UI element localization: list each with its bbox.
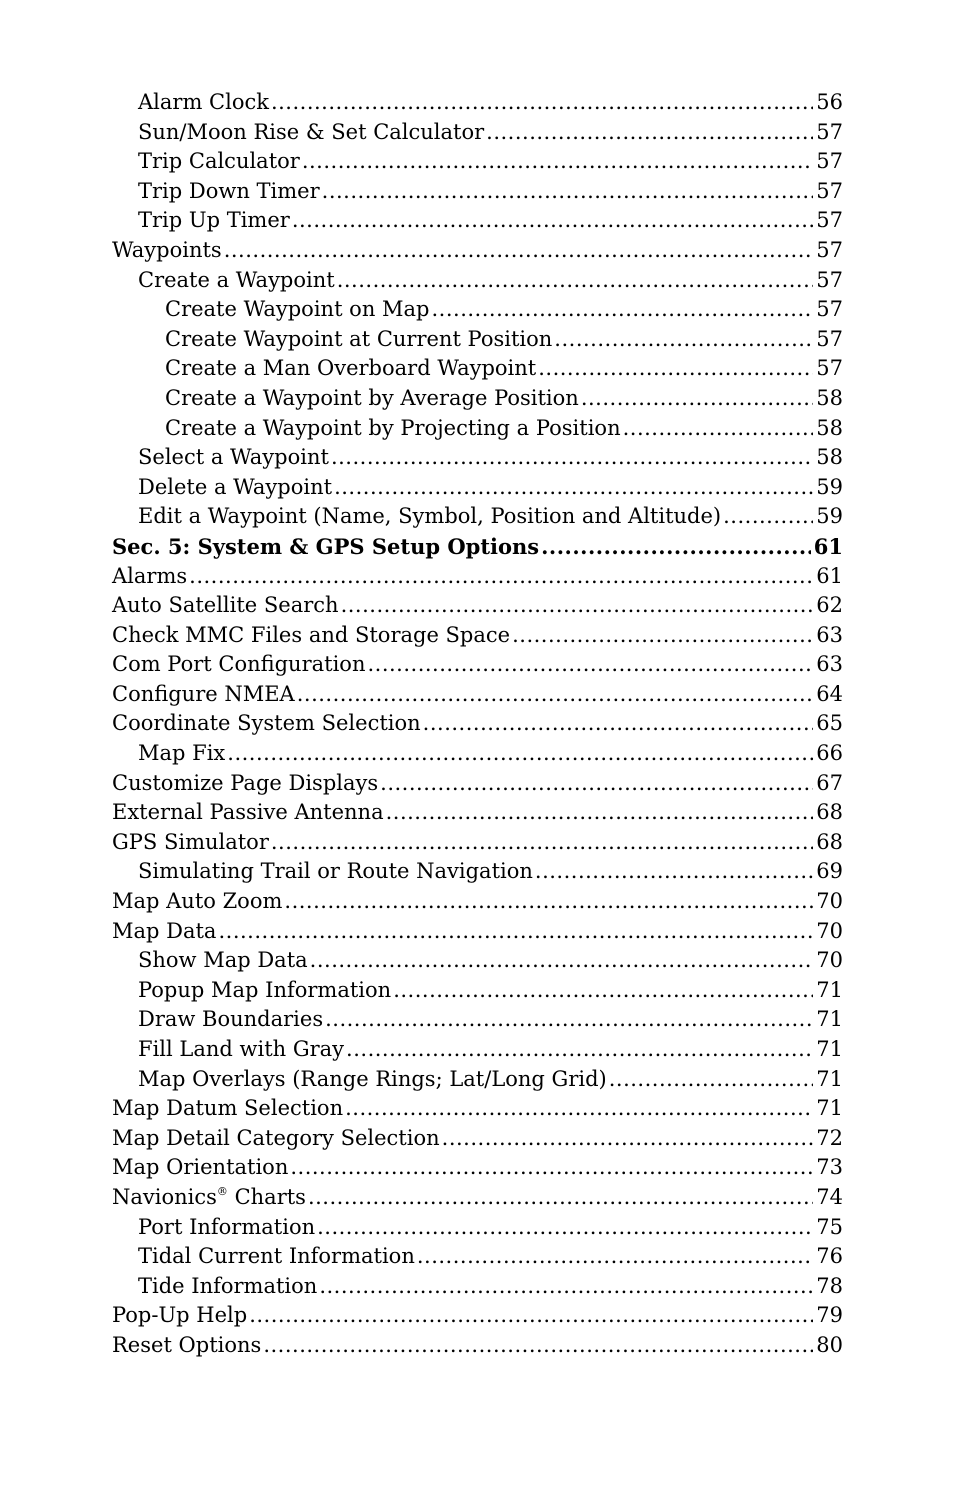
toc-entry-title	[165, 414, 621, 444]
toc-entry-title	[112, 621, 510, 651]
toc-entry[interactable]	[112, 147, 843, 177]
toc-entry-title-text: Fill Land with Gray	[138, 1037, 345, 1061]
toc-entry-title	[138, 1065, 607, 1095]
toc-page-number: 68	[816, 829, 843, 854]
toc-page-number: 71	[816, 1096, 843, 1121]
toc-entry-title-text: Draw Boundaries	[138, 1007, 324, 1032]
toc-entry[interactable]	[112, 88, 843, 118]
toc-entry-title	[138, 1213, 315, 1243]
toc-entry[interactable]	[112, 443, 843, 473]
toc-page-number: 58	[816, 445, 843, 470]
toc-entry-title-text: Edit a Waypoint (Name, Symbol, Position and Altitude)	[138, 504, 722, 529]
toc-entry-title-text: Map Fix	[138, 741, 226, 766]
toc-entry-title-text: Popup Map Information	[138, 977, 392, 1002]
toc-page-number: 63	[816, 652, 843, 677]
toc-entry[interactable]	[112, 1183, 843, 1213]
toc-entry-title-text: Customize Page Displays	[112, 770, 379, 795]
dot-leader	[380, 769, 813, 799]
dot-leader	[297, 680, 814, 710]
toc-entry-title	[138, 976, 391, 1006]
toc-entry-title	[112, 1153, 288, 1183]
dot-leader	[317, 1213, 813, 1243]
toc-entry-title-text: Tide Information	[138, 1273, 318, 1298]
toc-entry-title	[138, 502, 721, 532]
toc-entry-title-text: GPS Simulator	[112, 829, 269, 854]
dot-leader	[386, 798, 814, 828]
dot-leader	[271, 828, 813, 858]
dot-leader	[322, 177, 814, 207]
dot-leader	[334, 473, 813, 503]
toc-page-number: 58	[816, 415, 843, 440]
dot-leader	[417, 1242, 813, 1272]
toc-entry-title-text: Map Datum Selection	[112, 1096, 344, 1121]
toc-page-number: 57	[816, 297, 843, 322]
toc-entry[interactable]	[112, 621, 843, 651]
toc-entry[interactable]	[112, 354, 843, 384]
toc-entry-title-text: Pop-Up Help	[112, 1303, 248, 1328]
toc-entry-title	[112, 887, 282, 917]
dot-leader	[535, 857, 813, 887]
toc-entry[interactable]	[112, 680, 843, 710]
toc-entry-title	[112, 562, 187, 592]
dot-leader	[346, 1035, 813, 1065]
toc-page-number: 67	[816, 770, 843, 795]
toc-entry[interactable]	[112, 1094, 843, 1124]
toc-page-number: 56	[816, 90, 843, 114]
toc-entry[interactable]	[112, 1035, 843, 1065]
toc-entry-title-text: Alarms	[112, 563, 188, 588]
toc-entry[interactable]	[112, 1331, 843, 1361]
toc-entry-title	[138, 266, 335, 296]
toc-entry[interactable]	[112, 976, 843, 1006]
toc-entry-title-text: External Passive Antenna	[112, 800, 384, 825]
toc-entry[interactable]	[112, 1124, 843, 1154]
toc-page-number: 79	[816, 1303, 843, 1328]
toc-entry-title-text: Map Orientation	[112, 1155, 289, 1180]
dot-leader	[310, 946, 814, 976]
toc-page-number: 80	[816, 1332, 843, 1357]
toc-entry-title	[165, 384, 579, 414]
dot-leader	[367, 650, 813, 680]
toc-entry[interactable]	[112, 946, 843, 976]
toc-entry[interactable]	[112, 1242, 843, 1272]
dot-leader	[290, 1153, 813, 1183]
toc-entry-title	[138, 1035, 344, 1065]
toc-entry-title	[112, 1124, 440, 1154]
dot-leader	[224, 236, 814, 266]
toc-entry-title	[138, 473, 332, 503]
toc-page-number: 57	[816, 326, 843, 351]
dot-leader	[538, 354, 813, 384]
toc-entry-title	[138, 206, 290, 236]
toc-page-number: 57	[816, 267, 843, 292]
toc-entry-title-text: Trip Up Timer	[138, 208, 290, 233]
toc-entry-title-text: Charts	[227, 1184, 306, 1209]
toc-page-number: 64	[816, 681, 843, 706]
toc-page-number: 68	[816, 800, 843, 825]
dot-leader	[581, 384, 813, 414]
toc-entry-title-text: Simulating Trail or Route Navigation	[138, 859, 533, 884]
toc-page-number: 76	[816, 1244, 843, 1269]
toc-page-number: 61	[816, 563, 843, 588]
toc-entry-title	[112, 709, 421, 739]
toc-entry[interactable]	[112, 1301, 843, 1331]
toc-page-number: 65	[816, 711, 843, 736]
toc-entry-title	[138, 1242, 415, 1272]
toc-entry[interactable]	[112, 917, 843, 947]
toc-entry[interactable]	[112, 591, 843, 621]
toc-entry-title	[138, 118, 484, 148]
dot-leader	[623, 414, 814, 444]
toc-entry-title-text: Reset Options	[112, 1332, 262, 1357]
toc-entry-title	[112, 591, 339, 621]
toc-entry-title-text: Create a Waypoint by Average Position	[165, 385, 579, 410]
dot-leader	[512, 621, 813, 651]
toc-page-number: 73	[816, 1155, 843, 1180]
toc-page-number: 57	[816, 208, 843, 233]
toc-entry-title-text: Map Auto Zoom	[112, 889, 283, 914]
toc-entry-title-text: Configure NMEA	[112, 681, 295, 706]
toc-entry-title	[112, 236, 222, 266]
toc-entry-title	[138, 1005, 323, 1035]
toc-entry-title-text: Port Information	[138, 1214, 316, 1239]
toc-entry-title	[138, 177, 320, 207]
toc-entry[interactable]	[112, 502, 843, 532]
toc-page-number: 57	[816, 149, 843, 174]
toc-entry-title	[112, 1301, 247, 1331]
toc-page-number: 59	[816, 504, 843, 529]
toc-entry-title	[138, 147, 300, 177]
toc-entry-title-text: Check MMC Files and Storage Space	[112, 622, 511, 647]
toc-entry-title	[165, 295, 430, 325]
dot-leader	[189, 562, 813, 592]
toc-page-number: 61	[813, 533, 843, 559]
toc-entry[interactable]	[112, 1272, 843, 1302]
toc-page-number: 72	[816, 1125, 843, 1150]
toc-entry-title	[138, 739, 225, 769]
toc-entry-title	[138, 946, 308, 976]
toc-entry-title	[112, 680, 295, 710]
toc-entry-title-text: Waypoints	[112, 237, 222, 262]
toc-entry-title-text: Map Detail Category Selection	[112, 1125, 440, 1150]
toc-entry-title	[112, 828, 269, 858]
toc-entry-title-text: Delete a Waypoint	[138, 474, 333, 499]
registered-mark: ®	[216, 1184, 228, 1198]
toc-entry-title	[112, 917, 216, 947]
dot-leader	[341, 591, 814, 621]
toc-entry[interactable]	[112, 177, 843, 207]
toc-entry[interactable]	[112, 266, 843, 296]
dot-leader	[723, 502, 813, 532]
toc-entry-title	[138, 857, 533, 887]
dot-leader	[271, 88, 813, 118]
toc-entry-title	[112, 1094, 343, 1124]
toc-entry[interactable]	[112, 828, 843, 858]
toc-page-number: 69	[816, 859, 843, 884]
dot-leader	[609, 1065, 814, 1095]
dot-leader	[308, 1183, 813, 1213]
toc-entry[interactable]	[112, 384, 843, 414]
toc-entry[interactable]	[112, 473, 843, 503]
toc-page-number: 70	[816, 948, 843, 973]
toc-entry-title	[112, 1331, 261, 1361]
toc-entry[interactable]	[112, 1005, 843, 1035]
toc-entry-title-text: Select a Waypoint	[138, 445, 329, 470]
toc-entry-title	[138, 443, 329, 473]
toc-entry[interactable]	[112, 650, 843, 680]
toc-entry-title-text: Map Overlays (Range Rings; Lat/Long Grid)	[138, 1066, 607, 1091]
toc-entry-title	[112, 532, 539, 562]
toc-page-number: 71	[816, 1007, 843, 1032]
toc-entry-title-text: Trip Calculator	[138, 149, 300, 174]
toc-entry-title-text: Auto Satellite Search	[112, 593, 339, 618]
toc-entry-title	[112, 769, 378, 799]
toc-page-number: 57	[816, 237, 843, 262]
toc-entry[interactable]	[112, 798, 843, 828]
toc-entry-title-text: Sun/Moon Rise & Set Calculator	[138, 119, 485, 144]
toc-entry[interactable]	[112, 118, 843, 148]
toc-entry[interactable]	[112, 709, 843, 739]
toc-page-number: 71	[816, 1066, 843, 1091]
toc-entry-title-text: Alarm Clock	[138, 90, 269, 114]
toc-entry-title-text: Create a Waypoint by Projecting a Position	[165, 415, 621, 440]
toc-page-number: 71	[816, 1037, 843, 1061]
dot-leader	[249, 1301, 813, 1331]
toc-entry-title-text: Create Waypoint on Map	[165, 297, 430, 322]
toc-entry-title-text: Tidal Current Information	[138, 1244, 415, 1269]
dot-leader	[432, 295, 814, 325]
toc-entry[interactable]	[112, 1213, 843, 1243]
dot-leader	[423, 709, 814, 739]
dot-leader	[263, 1331, 813, 1361]
toc-entry-title-text: Create a Man Overboard Waypoint	[165, 356, 537, 381]
toc-entry-title-text: Trip Down Timer	[138, 178, 320, 203]
toc-entry[interactable]	[112, 325, 843, 355]
dot-leader	[393, 976, 813, 1006]
toc-page-number: 78	[816, 1273, 843, 1298]
dot-leader	[486, 118, 813, 148]
dot-leader	[325, 1005, 813, 1035]
toc-entry[interactable]	[112, 1065, 843, 1095]
dot-leader	[218, 917, 813, 947]
dot-leader	[302, 147, 813, 177]
toc-page-number: 74	[816, 1184, 843, 1209]
toc-entry-title	[112, 1183, 306, 1213]
dot-leader	[554, 325, 813, 355]
dot-leader	[541, 532, 811, 562]
toc-entry-title-text: Coordinate System Selection	[112, 711, 421, 736]
table-of-contents	[112, 88, 843, 1361]
toc-entry[interactable]	[112, 739, 843, 769]
dot-leader	[292, 206, 813, 236]
toc-page-number: 70	[816, 918, 843, 943]
toc-entry-title-text: Map Data	[112, 918, 217, 943]
toc-entry[interactable]	[112, 857, 843, 887]
toc-entry-title-text: Sec. 5: System & GPS Setup Options	[112, 533, 540, 559]
toc-page-number: 62	[816, 593, 843, 618]
toc-section-heading[interactable]	[112, 532, 843, 562]
dot-leader	[227, 739, 813, 769]
toc-entry-title	[138, 1272, 317, 1302]
toc-entry-title	[165, 354, 536, 384]
toc-entry[interactable]	[112, 414, 843, 444]
toc-entry[interactable]	[112, 206, 843, 236]
toc-entry-title	[165, 325, 552, 355]
toc-entry[interactable]	[112, 887, 843, 917]
toc-entry-title	[138, 88, 269, 118]
toc-entry[interactable]	[112, 1153, 843, 1183]
toc-page-number: 63	[816, 622, 843, 647]
toc-page-number: 66	[816, 741, 843, 766]
toc-entry[interactable]	[112, 236, 843, 266]
toc-page-number: 58	[816, 385, 843, 410]
dot-leader	[319, 1272, 813, 1302]
toc-page-number: 59	[816, 474, 843, 499]
dot-leader	[345, 1094, 813, 1124]
toc-entry-title-text: Create a Waypoint	[138, 267, 335, 292]
toc-page-number: 57	[816, 356, 843, 381]
toc-entry[interactable]	[112, 562, 843, 592]
toc-entry-title-text: Create Waypoint at Current Position	[165, 326, 553, 351]
dot-leader	[337, 266, 814, 296]
toc-entry-title	[112, 650, 365, 680]
dot-leader	[442, 1124, 814, 1154]
toc-page-number: 70	[816, 889, 843, 914]
toc-entry[interactable]	[112, 769, 843, 799]
toc-entry-title-text: Show Map Data	[138, 948, 308, 973]
toc-page-number: 75	[816, 1214, 843, 1239]
toc-entry-title-text: Com Port Configuration	[112, 652, 366, 677]
toc-page-number: 57	[816, 178, 843, 203]
dot-leader	[331, 443, 813, 473]
toc-page-number: 71	[816, 977, 843, 1002]
dot-leader	[284, 887, 813, 917]
toc-entry-title	[112, 798, 384, 828]
toc-entry-title-text: Navionics	[112, 1184, 217, 1209]
toc-page-number: 57	[816, 119, 843, 144]
toc-entry[interactable]	[112, 295, 843, 325]
